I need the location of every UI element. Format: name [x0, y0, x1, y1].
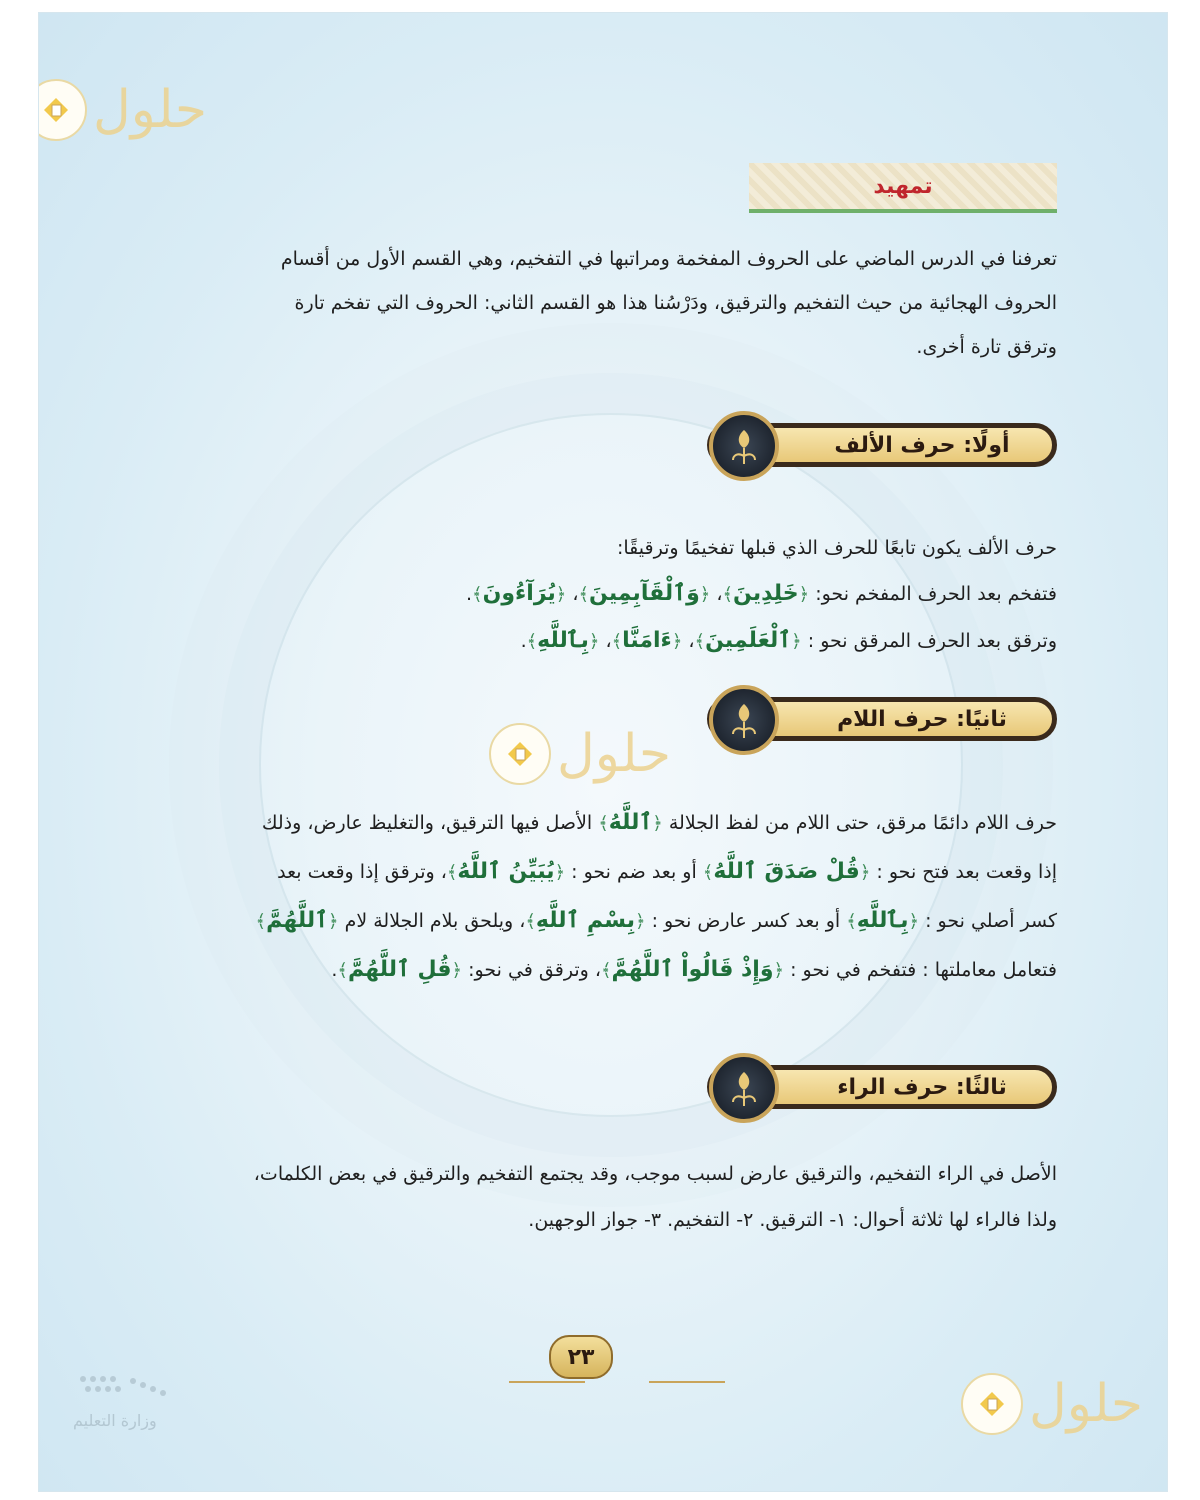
watermark: [38, 79, 207, 141]
intro-paragraph: [151, 237, 1057, 369]
watermark: [961, 1373, 1143, 1435]
alif-line-3: وترقق بعد الحرف المرقق نحو : ﴿ٱلْعَلَمِينَ﴾، ﴿ءَامَنَّا﴾، ﴿بِٱللَّهِ﴾.: [520, 628, 1057, 653]
quran-word: ٱللَّهُ: [608, 810, 653, 835]
quran-word: ءَامَنَّا: [622, 628, 672, 653]
ministry-name: وزارة التعليم: [73, 1411, 157, 1430]
intro-line: تعرفنا في الدرس الماضي على الحروف المفخمة ومراتبها في التفخيم، وهي القسم الأول من أقسام: [280, 248, 1057, 270]
ra-line-2: ولذا فالراء لها ثلاثة أحوال: ١- الترقيق. ٢- التفخيم. ٣- جواز الوجهين.: [528, 1209, 1057, 1231]
quran-word: ٱلْعَلَمِينَ: [705, 628, 792, 653]
section-banner-alif: [705, 411, 1057, 477]
quran-word: بِسْمِ ٱللَّهِ: [535, 908, 635, 933]
ra-paragraph: [151, 1151, 1057, 1243]
book-icon: [38, 79, 87, 141]
banner-title: ثانيًا: حرف اللام: [837, 706, 1007, 732]
section-banner-lam: [705, 685, 1057, 751]
lam-line-4: فتعامل معاملتها : فتفخم في نحو : ﴿وَإِذْ قَالُواْ ٱللَّهُمَّ﴾، وترقق في نحو: ﴿قُلِ ٱللَّهُمَّ﴾.: [331, 957, 1057, 982]
ra-line-1: الأصل في الراء التفخيم، والترقيق عارض لسبب موجب، وقد يجتمع التفخيم والترقيق في بعض الكلمات،: [253, 1163, 1057, 1185]
lam-paragraph: [151, 799, 1057, 995]
quran-word: يُبَيِّنُ ٱللَّهُ: [457, 859, 555, 884]
lam-line-3: كسر أصلي نحو : ﴿بِٱللَّهِ﴾ أو بعد كسر عارض نحو : ﴿بِسْمِ ٱللَّهِ﴾، ويلحق بلام الجلالة لام ﴿ٱللَّهُمَّ﴾: [255, 908, 1057, 933]
banner-title: ثالثًا: حرف الراء: [837, 1074, 1007, 1100]
flower-icon: [709, 1053, 779, 1123]
quran-word: ٱللَّهُمَّ: [266, 908, 328, 933]
book-icon: [961, 1373, 1023, 1435]
quran-word: قُلِ ٱللَّهُمَّ: [347, 957, 452, 982]
watermark-text: حلول: [1029, 1374, 1144, 1434]
lam-line-2: إذا وقعت بعد فتح نحو : ﴿قُلْ صَدَقَ ٱللَّهُ﴾ أو بعد ضم نحو : ﴿يُبَيِّنُ ٱللَّهُ﴾، وترقق إذا وقعت بعد: [277, 859, 1057, 884]
ministry-logo: [73, 1371, 203, 1461]
flower-icon: [709, 685, 779, 755]
book-icon: [489, 723, 551, 785]
watermark-text: حلول: [557, 724, 672, 784]
flower-icon: [709, 411, 779, 481]
quran-word: يُرَآءُونَ: [482, 581, 556, 606]
page-number-ornament: [649, 1381, 725, 1383]
intro-line: الحروف الهجائية من حيث التفخيم والترقيق، ودَرْسُنا هذا هو القسم الثاني: الحروف التي تفخم تارة: [294, 292, 1057, 314]
page: [38, 12, 1168, 1492]
page-number-ornament: [509, 1381, 585, 1383]
watermark-text: حلول: [93, 80, 208, 140]
section-title: تمهيد: [873, 173, 933, 199]
section-banner-ra: [705, 1053, 1057, 1119]
alif-paragraph: [151, 525, 1057, 665]
ministry-dots-icon: [73, 1371, 173, 1407]
quran-word: خَلِدِينَ: [733, 581, 799, 606]
quran-word: بِٱللَّهِ: [856, 908, 909, 933]
quran-word: بِٱللَّهِ: [537, 628, 589, 653]
quran-word: وَٱلْقَآبِمِينَ: [589, 581, 700, 606]
section-title-box: [749, 163, 1057, 213]
watermark: [489, 723, 671, 785]
intro-line: وترقق تارة أخرى.: [916, 336, 1057, 358]
banner-title: أولًا: حرف الألف: [834, 432, 1010, 458]
alif-line-1: حرف الألف يكون تابعًا للحرف الذي قبلها تفخيمًا وترقيقًا:: [616, 537, 1057, 559]
quran-word: قُلْ صَدَقَ ٱللَّهُ: [713, 859, 860, 884]
lam-line-1: حرف اللام دائمًا مرقق، حتى اللام من لفظ الجلالة ﴿ٱللَّهُ﴾ الأصل فيها الترقيق، والتغليظ عارض، وذلك: [261, 810, 1057, 835]
alif-line-2: فتفخم بعد الحرف المفخم نحو: ﴿خَلِدِينَ﴾، ﴿وَٱلْقَآبِمِينَ﴾، ﴿يُرَآءُونَ﴾.: [465, 581, 1057, 606]
page-number: ٢٣: [549, 1335, 613, 1379]
quran-word: وَإِذْ قَالُواْ ٱللَّهُمَّ: [611, 957, 774, 982]
